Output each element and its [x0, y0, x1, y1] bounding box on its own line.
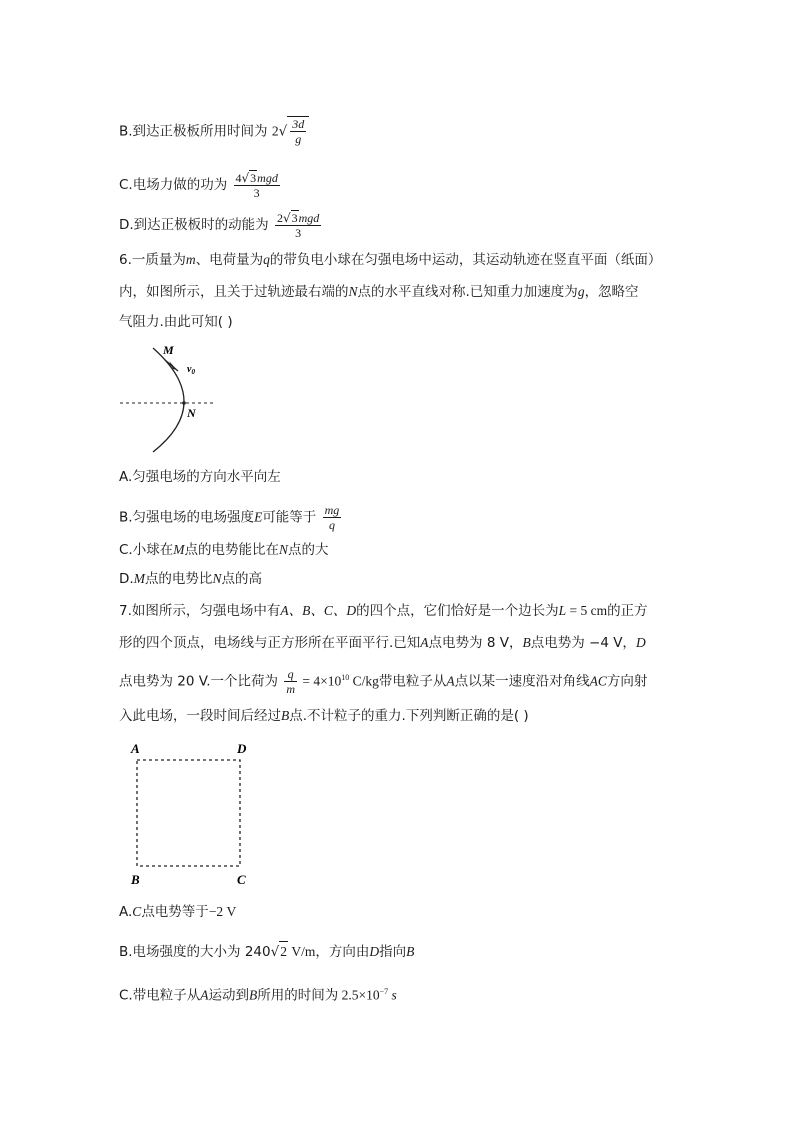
label-m: M	[163, 343, 174, 357]
label-c: C	[237, 872, 246, 887]
q7-option-a: A.C点电势等于−2 V	[119, 904, 237, 920]
sqrt-expression	[287, 116, 309, 146]
label-a: A	[131, 741, 140, 756]
q7-stem-line-1: 7.如图所示，匀强电场中有A、B、C、D的四个点，它们恰好是一个边长为L = 5 cm的正方	[119, 603, 648, 619]
sqrt-symbol: √	[278, 123, 288, 140]
q7-stem-line-2: 形的四个顶点，电场线与正方形所在平面平行.已知A点电势为 8 V，B点电势为 −4 V，D	[119, 635, 646, 651]
fraction: $\frac{mg}{q}$	[324, 503, 340, 532]
label-b: B	[131, 872, 140, 887]
q6-option-b: B.匀强电场的电场强度E可能等于 $\frac{mg}{q}$	[119, 503, 340, 532]
fraction: $\frac{\text{2√3mgd}}{3}$	[276, 211, 320, 240]
fraction: $\frac{3d}{g}$	[292, 117, 305, 146]
q6-stem-line-3: 气阻力.由此可知( )	[119, 314, 233, 330]
fraction: $\frac{\text{4√3mgd}}{3}$	[235, 171, 278, 200]
q7-square-figure	[125, 738, 260, 890]
label-v0: $v_0$	[187, 364, 195, 376]
q6-stem-line-2: 内，如图所示，且关于过轨迹最右端的N点的水平直线对称.已知重力加速度为g，忽略空	[119, 284, 639, 300]
dashed-square	[137, 760, 240, 866]
q7-stem-line-4: 入此电场，一段时间后经过B点.不计粒子的重力.下列判断正确的是( )	[119, 708, 529, 724]
q6-stem-line-1: 6.一质量为m、电荷量为q的带负电小球在匀强电场中运动，其运动轨迹在竖直平面（纸面）	[119, 252, 662, 268]
q7-stem-line-3: 点电势为 20 V.一个比荷为 $\frac{q}{m}$ = $4\times 10^{10}$ C/kg带电粒子从A点以某一速度沿对角线AC方向射	[119, 667, 648, 696]
q7-option-c: C.带电粒子从A运动到B所用的时间为 $2.5\times 10^{-7}$ s	[119, 987, 397, 1004]
q6-trajectory-figure	[115, 336, 225, 456]
point-n-dot	[182, 401, 186, 405]
label-d: D	[237, 741, 247, 756]
q7-option-b: B.电场强度的大小为 240√2 V/m，方向由D指向B	[119, 941, 414, 962]
q5-option-b: B.到达正极板所用时间为 2√ $\frac{3d}{g}$	[119, 116, 309, 146]
label-n: N	[187, 406, 196, 420]
q6-option-d: D.M点的电势比N点的高	[119, 571, 262, 587]
q6-option-a: A.匀强电场的方向水平向左	[119, 469, 281, 485]
q5-option-c: C.电场力做的功为 $\frac{\text{4√3mgd}}{3}$	[119, 171, 278, 200]
fraction: $\frac{q}{m}$	[286, 667, 296, 696]
q6-option-c: C.小球在M点的电势能比在N点的大	[119, 542, 329, 558]
q5-option-d: D.到达正极板时的动能为 $\frac{\text{2√3mgd}}{3}$	[119, 211, 320, 240]
